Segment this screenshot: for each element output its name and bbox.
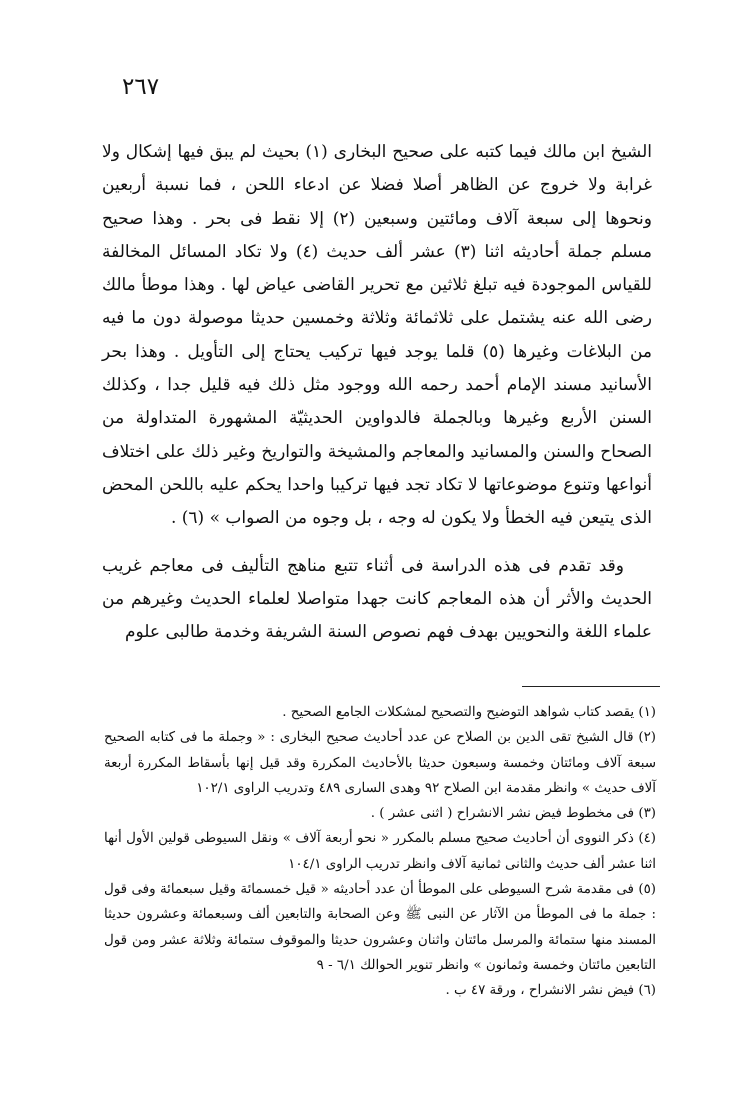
footnote: (٢) قال الشيخ تقى الدين بن الصلاح عن عدد أحاديث صحيح البخارى : « وجملة ما فى كتابه الصحيح سبعة آلاف ومائتان وخمسة وسبعون حديثا بالأحاديث المكررة وقد قيل إنها بأسقاط المكررة أربعة آلاف حديث » وانظر مقدمة ابن الصلاح ٩٢ وهدى السارى ٤٨٩ وتدريب الراوى ١٠٢/١ (104, 730, 656, 796)
main-text (102, 136, 652, 649)
body-paragraph: الشيخ ابن مالك فيما كتبه على صحيح البخارى (١) بحيث لم يبق فيها إشكال ولا غرابة ولا خروج عن الظاهر أصلا فضلا عن ادعاء اللحن ، فما نسبة أربعين ونحوها إلى سبعة آلاف ومائتين وسبعين (٢) إلا نقط فى بحر . وهذا صحيح مسلم جملة أحاديثه اثنا (٣) عشر ألف حديث (٤) ولا تكاد المسائل المخالفة للقياس الموجودة فيه تبلغ ثلاثين مع تحرير القاضى عياض لها . وهذا موطأ مالك رضى الله عنه يشتمل على ثلاثمائة وثلاثة وخمسين حديثا موصولة دون ما فيه من البلاغات وغيرها (٥) قلما يوجد فيها تركيب يحتاج إلى التأويل . وهذا بحر الأسانيد مسند الإمام أحمد رحمه الله ووجود مثل ذلك فيه قليل جدا ، وكذلك السنن الأربع وغيرها وبالجملة فالدواوين الحديثيّة المشهورة المتداولة من الصحاح والسنن والمسانيد والمعاجم والمشيخة والتواريخ وغير ذلك على اختلاف أنواعها وتنوع موضوعاتها لا تكاد تجد فيها تركيبا واحدا يحكم عليه باللحن المحض الذى يتيعن فيه الخطأ ولا يكون له وجه ، بل وجوه من الصواب » (٦) . (102, 142, 652, 529)
body-paragraph: وقد تقدم فى هذه الدراسة فى أثناء تتبع مناهج التأليف فى معاجم غريب الحديث والأثر أن هذه المعاجم كانت جهدا متواصلا لعلماء الحديث وغيرهم من علماء اللغة والنحويين بهدف فهم نصوص السنة الشريفة وخدمة طالبى علوم (102, 555, 652, 643)
footnote: (٤) ذكر النووى أن أحاديث صحيح مسلم بالمكرر « نحو أربعة آلاف » ونقل السيوطى قولين الأول أنها اثنا عشر ألف حديث والثانى ثمانية آلاف وانظر تدريب الراوى ١٠٤/١ (104, 831, 656, 872)
footnote: (٥) فى مقدمة شرح السيوطى على الموطأ أن عدد أحاديثه « قيل خمسمائة وقيل سبعمائة وفى قول : جملة ما فى الموطأ من الآثار عن النبى ﷺ وعن الصحابة والتابعين ألف وسبعمائة وعشرون حديثا المسند منها ستمائة والمرسل مائتان واثنان وعشرون حديثا والموقوف ستمائة وثلاثة عشر ومن قول التابعين مائتان وخمسة وثمانون » وانظر تنوير الحوالك ٦/١ - ٩ (104, 882, 656, 973)
footnote: (٣) فى مخطوط فيض نشر الانشراح ( اثنى عشر ) . (370, 806, 656, 822)
footnote: (١) يقصد كتاب شواهد التوضيح والتصحيح لمشكلات الجامع الصحيح . (282, 705, 656, 720)
footnotes (104, 700, 656, 1004)
page-number: ٢٦٧ (122, 74, 160, 100)
footnote-divider (522, 686, 660, 687)
footnote: (٦) فيض نشر الانشراح ، ورقة ٤٧ ب . (445, 983, 656, 999)
